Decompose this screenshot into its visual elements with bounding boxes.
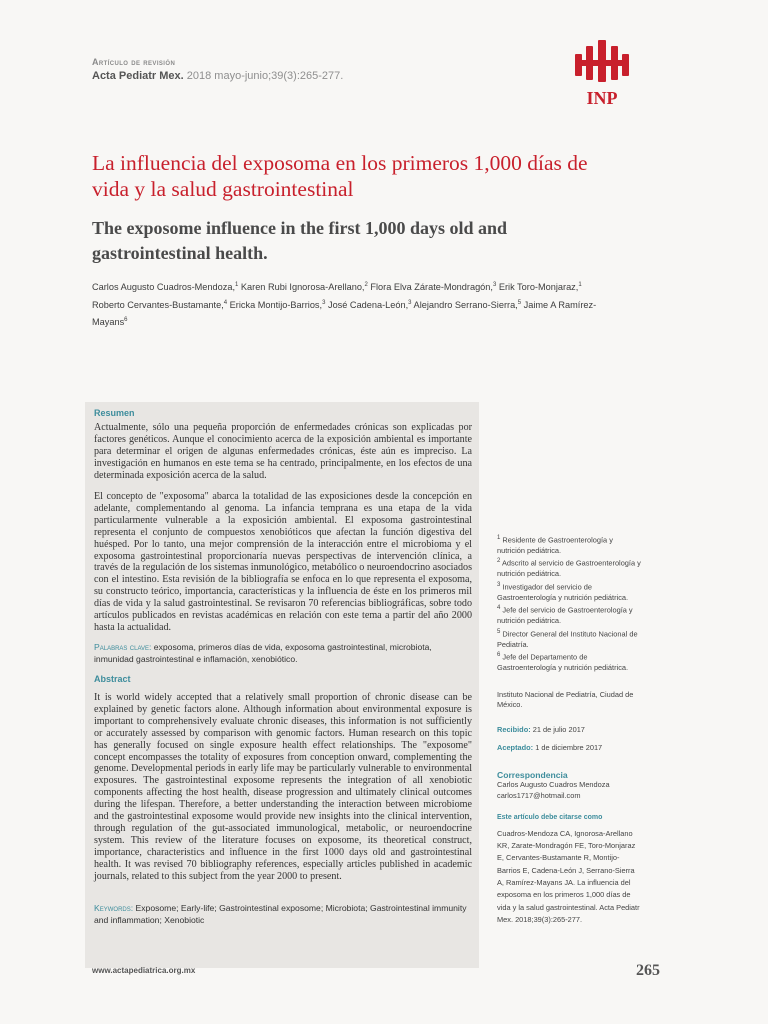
keywords-text: exposoma, primeros días de vida, exposoma gastrointestinal, microbiota, inmunidad gastrointestinal e inflamación, xenobiótico. xyxy=(94,642,432,664)
citation-date: 2018 mayo-junio;39(3):265-277. xyxy=(186,70,344,82)
affiliation: $^3$ Investigador del servicio de Gastroenterología y nutrición pediátrica. xyxy=(497,581,629,602)
journal-citation xyxy=(92,70,343,82)
logo-emblem-icon xyxy=(575,40,629,82)
author-list xyxy=(92,278,602,331)
footer-url[interactable]: www.actapediatrica.org.mx xyxy=(92,966,196,975)
keywords-text: Exposome; Early-life; Gastrointestinal exposome; Microbiota; Gastrointestinal immunity and inflammation; Xenobiotic xyxy=(94,903,467,925)
correspondence-heading: Correspondencia xyxy=(497,769,568,780)
author: Roberto Cervantes-Bustamante,$^4$ xyxy=(92,299,228,310)
abstract-heading: Abstract xyxy=(94,674,131,684)
section-label: Artículo de revisión xyxy=(92,57,176,67)
author: Carlos Augusto Cuadros-Mendoza,$^1$ xyxy=(92,282,239,293)
author: Ericka Montijo-Barrios,$^3$ xyxy=(227,299,326,310)
resumen-paragraph-1: Actualmente, sólo una pequeña proporción de enfermedades crónicas son explicadas por factores genéticos. Aunque el conocimiento acerca de la exposición ambiental es importante para determinar el origen de algunas enfermedades crónicas, éste aún es impreciso. La investigación en humanos en este tema se ha centrado, principalmente, en los efectos de una determinada exposición acerca de la salud. xyxy=(94,422,472,481)
cite-heading: Este artículo debe citarse como xyxy=(497,814,603,822)
inp-logo xyxy=(572,38,632,110)
author: Karen Rubi Ignorosa-Arellano,$^2$ xyxy=(238,282,368,293)
author: Alejandro Serrano-Sierra,$^5$ xyxy=(411,299,522,310)
affiliation: $^5$ Director General del Instituto Nacional de Pediatría. xyxy=(497,628,638,649)
page-number: 265 xyxy=(636,962,660,979)
keywords-label: Keywords: xyxy=(94,903,134,913)
abstract-keywords xyxy=(94,903,472,926)
resumen-keywords xyxy=(94,642,472,665)
author: Flora Elva Zárate-Mondragón,$^3$ xyxy=(367,282,497,293)
abstract-box xyxy=(85,402,479,968)
title-english: The exposome influence in the first 1,000 days old and gastrointestinal health. xyxy=(92,218,508,263)
affiliation: $^1$ Residente de Gastroenterología y nutrición pediátrica. xyxy=(497,535,613,555)
affiliation: $^2$ Adscrito al servicio de Gastroenterología y nutrición pediátrica. xyxy=(497,558,641,579)
keywords-label: Palabras clave: xyxy=(94,642,152,652)
journal-name: Acta Pediatr Mex. xyxy=(92,70,184,82)
affiliation: $^6$ Jefe del Departamento de Gastroenterología y nutrición pediátrica. xyxy=(497,652,629,673)
correspondence-email[interactable]: carlos1717@hotmail.com xyxy=(497,790,581,800)
author: Jaime A Ramírez-Mayans$^6$ xyxy=(92,299,597,328)
title-spanish: La influencia del exposoma en los primeros 1,000 días de vida y la salud gastrointestinal xyxy=(92,151,588,201)
sidebar-column xyxy=(497,533,642,926)
correspondence-name: Carlos Augusto Cuadros Mendoza xyxy=(497,780,610,790)
institution: Instituto Nacional de Pediatría, Ciudad de México. xyxy=(497,689,634,710)
author: Erik Toro-Monjaraz,$^1$ xyxy=(496,282,582,293)
resumen-paragraph-2: El concepto de "exposoma" abarca la totalidad de las exposiciones desde la concepción en adelante, complementando al genoma. La infancia temprana es una etapa de la vida particularmente vulnerable a la exposición ambiental. El exposoma gastrointestinal representa el conjunto de compuestos xenobióticos que afectan la función digestiva del huésped. Por lo tanto, una mejor comprensión de la interacción entre el microbioma y el exposoma gastrointestinal proporcionaría nuevas perspectivas de intervención clínica, a través de la regulación de los sistemas inmunológico, metabólico o neuroendocrino asociados con el intestino. Esta revisión de la bibliografía se enfoca en lo que representa el exposoma, su constructo teórico, importancia, características y la influencia de éste en los primeros mil días de vida y la salud gastrointestinal. Se revisaron 70 referencias bibliográficas, sobre todo artículos publicados en revistas académicas en relación con este tema a partir del año 2000 hasta la actualidad. xyxy=(94,491,472,633)
logo-text: INP xyxy=(586,88,618,108)
resumen-heading: Resumen xyxy=(94,408,135,418)
accepted-date: Aceptado: 1 de diciembre 2017 xyxy=(497,743,603,753)
affiliation: $^4$ Jefe del servicio de Gastroenterología y nutrición pediátrica. xyxy=(497,605,633,626)
abstract-paragraph: It is world widely accepted that a relatively small proportion of chronic disease can be explained by genetic factors alone. Although information about environmental exposure is important to comprehensively evaluate chronic diseases, this information is not sufficiently or accurately assessed by comparison with genomic factors. Human research on this topic has generally focused on single exposure health effect relationships. The "exposome" concept encompasses the totality of exposures from conception onward, complementing the genome. Developmental periods in early life may be particularly vulnerable to environmental exposures. The gastrointestinal exposome represents the integration of all xenobiotic components affecting the host health, disease progression and ultimately clinical outcomes during the lifespan. Therefore, a better understanding the interaction between microbiome and the gastrointestinal exposome would provide new insights into the clinical intervention, through regulation of the gut-associated immunological, metabolic, or neuroendocrine system. This review of the literature focuses on exposome, its theoretical construct, importance, characteristics and influence in the first 1000 days old and gastrointestinal health. It was revised 70 bibliography references, especially articles published in academic journals, related to this subject from the year 2000 to present. xyxy=(94,692,472,882)
author: José Cadena-León,$^3$ xyxy=(325,299,412,310)
received-date: Recibido: 21 de julio 2017 xyxy=(497,724,585,734)
cite-text: Cuadros-Mendoza CA, Ignorosa-Arellano KR, Zarate-Mondragón FE, Toro-Monjaraz E, Cervantes-Bustamante R, Montijo-Barrios E, Cadena-León J, Serrano-Sierra A, Ramírez-Mayans JA. La influencia del exposoma en los primeros 1,000 días de vida y la salud gastrointestinal. Acta Pediatr Mex. 2018;39(3):265-277. xyxy=(497,828,640,924)
